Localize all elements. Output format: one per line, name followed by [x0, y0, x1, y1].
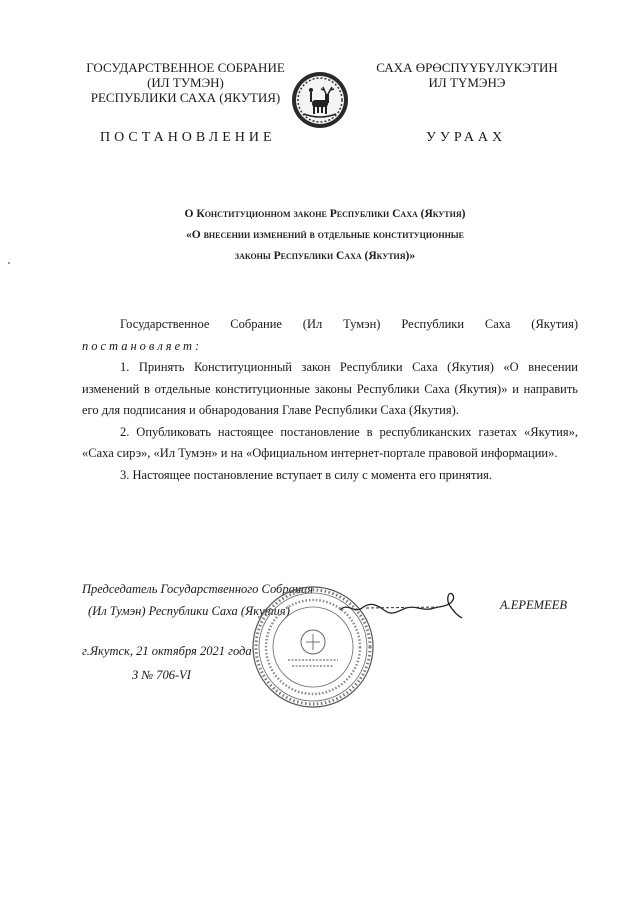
resolution-item: 3. Настоящее постановление вступает в силу с момента его принятия.: [120, 467, 493, 482]
header-left-russian: [78, 60, 293, 105]
header-right-line: ИЛ ТҮМЭНЭ: [428, 75, 506, 90]
signer-name: А.ЕРЕМЕЕВ: [500, 598, 567, 612]
title-line: О Конституционном законе Республики Саха (Якутия): [184, 208, 466, 220]
intro-paragraph: Государственное Собрание (Ил Тумэн) Республики Саха (Якутия): [120, 317, 578, 331]
title-line: законы Республики Саха (Якутия)»: [234, 250, 416, 262]
document-number: З № 706-VI: [132, 668, 191, 682]
document-title: [120, 204, 530, 267]
header-right-line: САХА ӨРӨСПҮҮБҮЛҮКЭТИН: [376, 60, 558, 75]
resolution-item: 2. Опубликовать настоящее постановление в республиканских газетах «Якутия», «Саха сирэ», «Ил Тумэн» и на «Официальном интернет-портале правовой информации».: [82, 424, 578, 460]
header-left-line: (ИЛ ТУМЭН): [147, 75, 224, 90]
handwritten-signature-icon: [336, 588, 466, 622]
doc-type-yakut: УУРААХ: [426, 130, 507, 145]
coat-of-arms-icon: [290, 70, 350, 130]
scan-speck: [8, 262, 10, 264]
header-left-line: РЕСПУБЛИКИ САХА (ЯКУТИЯ): [90, 90, 281, 105]
title-line: «О внесении изменений в отдельные конституционные: [186, 229, 464, 241]
resolution-item: 1. Принять Конституционный закон Республики Саха (Якутия) «О внесении изменений в отдельные конституционные законы Республики Саха (Якутия)» и направить его для подписания и обнародования Главе Республики Саха (Якутия).: [82, 360, 578, 417]
place-and-date: г.Якутск, 21 октября 2021 года: [82, 644, 252, 658]
resolves-word: постановляет:: [82, 338, 203, 353]
position-line: (Ил Тумэн) Республики Саха (Якутия): [88, 604, 290, 618]
doc-type-russian: ПОСТАНОВЛЕНИЕ: [100, 130, 276, 145]
header-left-line: ГОСУДАРСТВЕННОЕ СОБРАНИЕ: [86, 60, 285, 75]
document-body: [82, 314, 578, 486]
position-line: Председатель Государственного Собрания: [82, 582, 314, 596]
header-right-yakut: [372, 60, 562, 90]
